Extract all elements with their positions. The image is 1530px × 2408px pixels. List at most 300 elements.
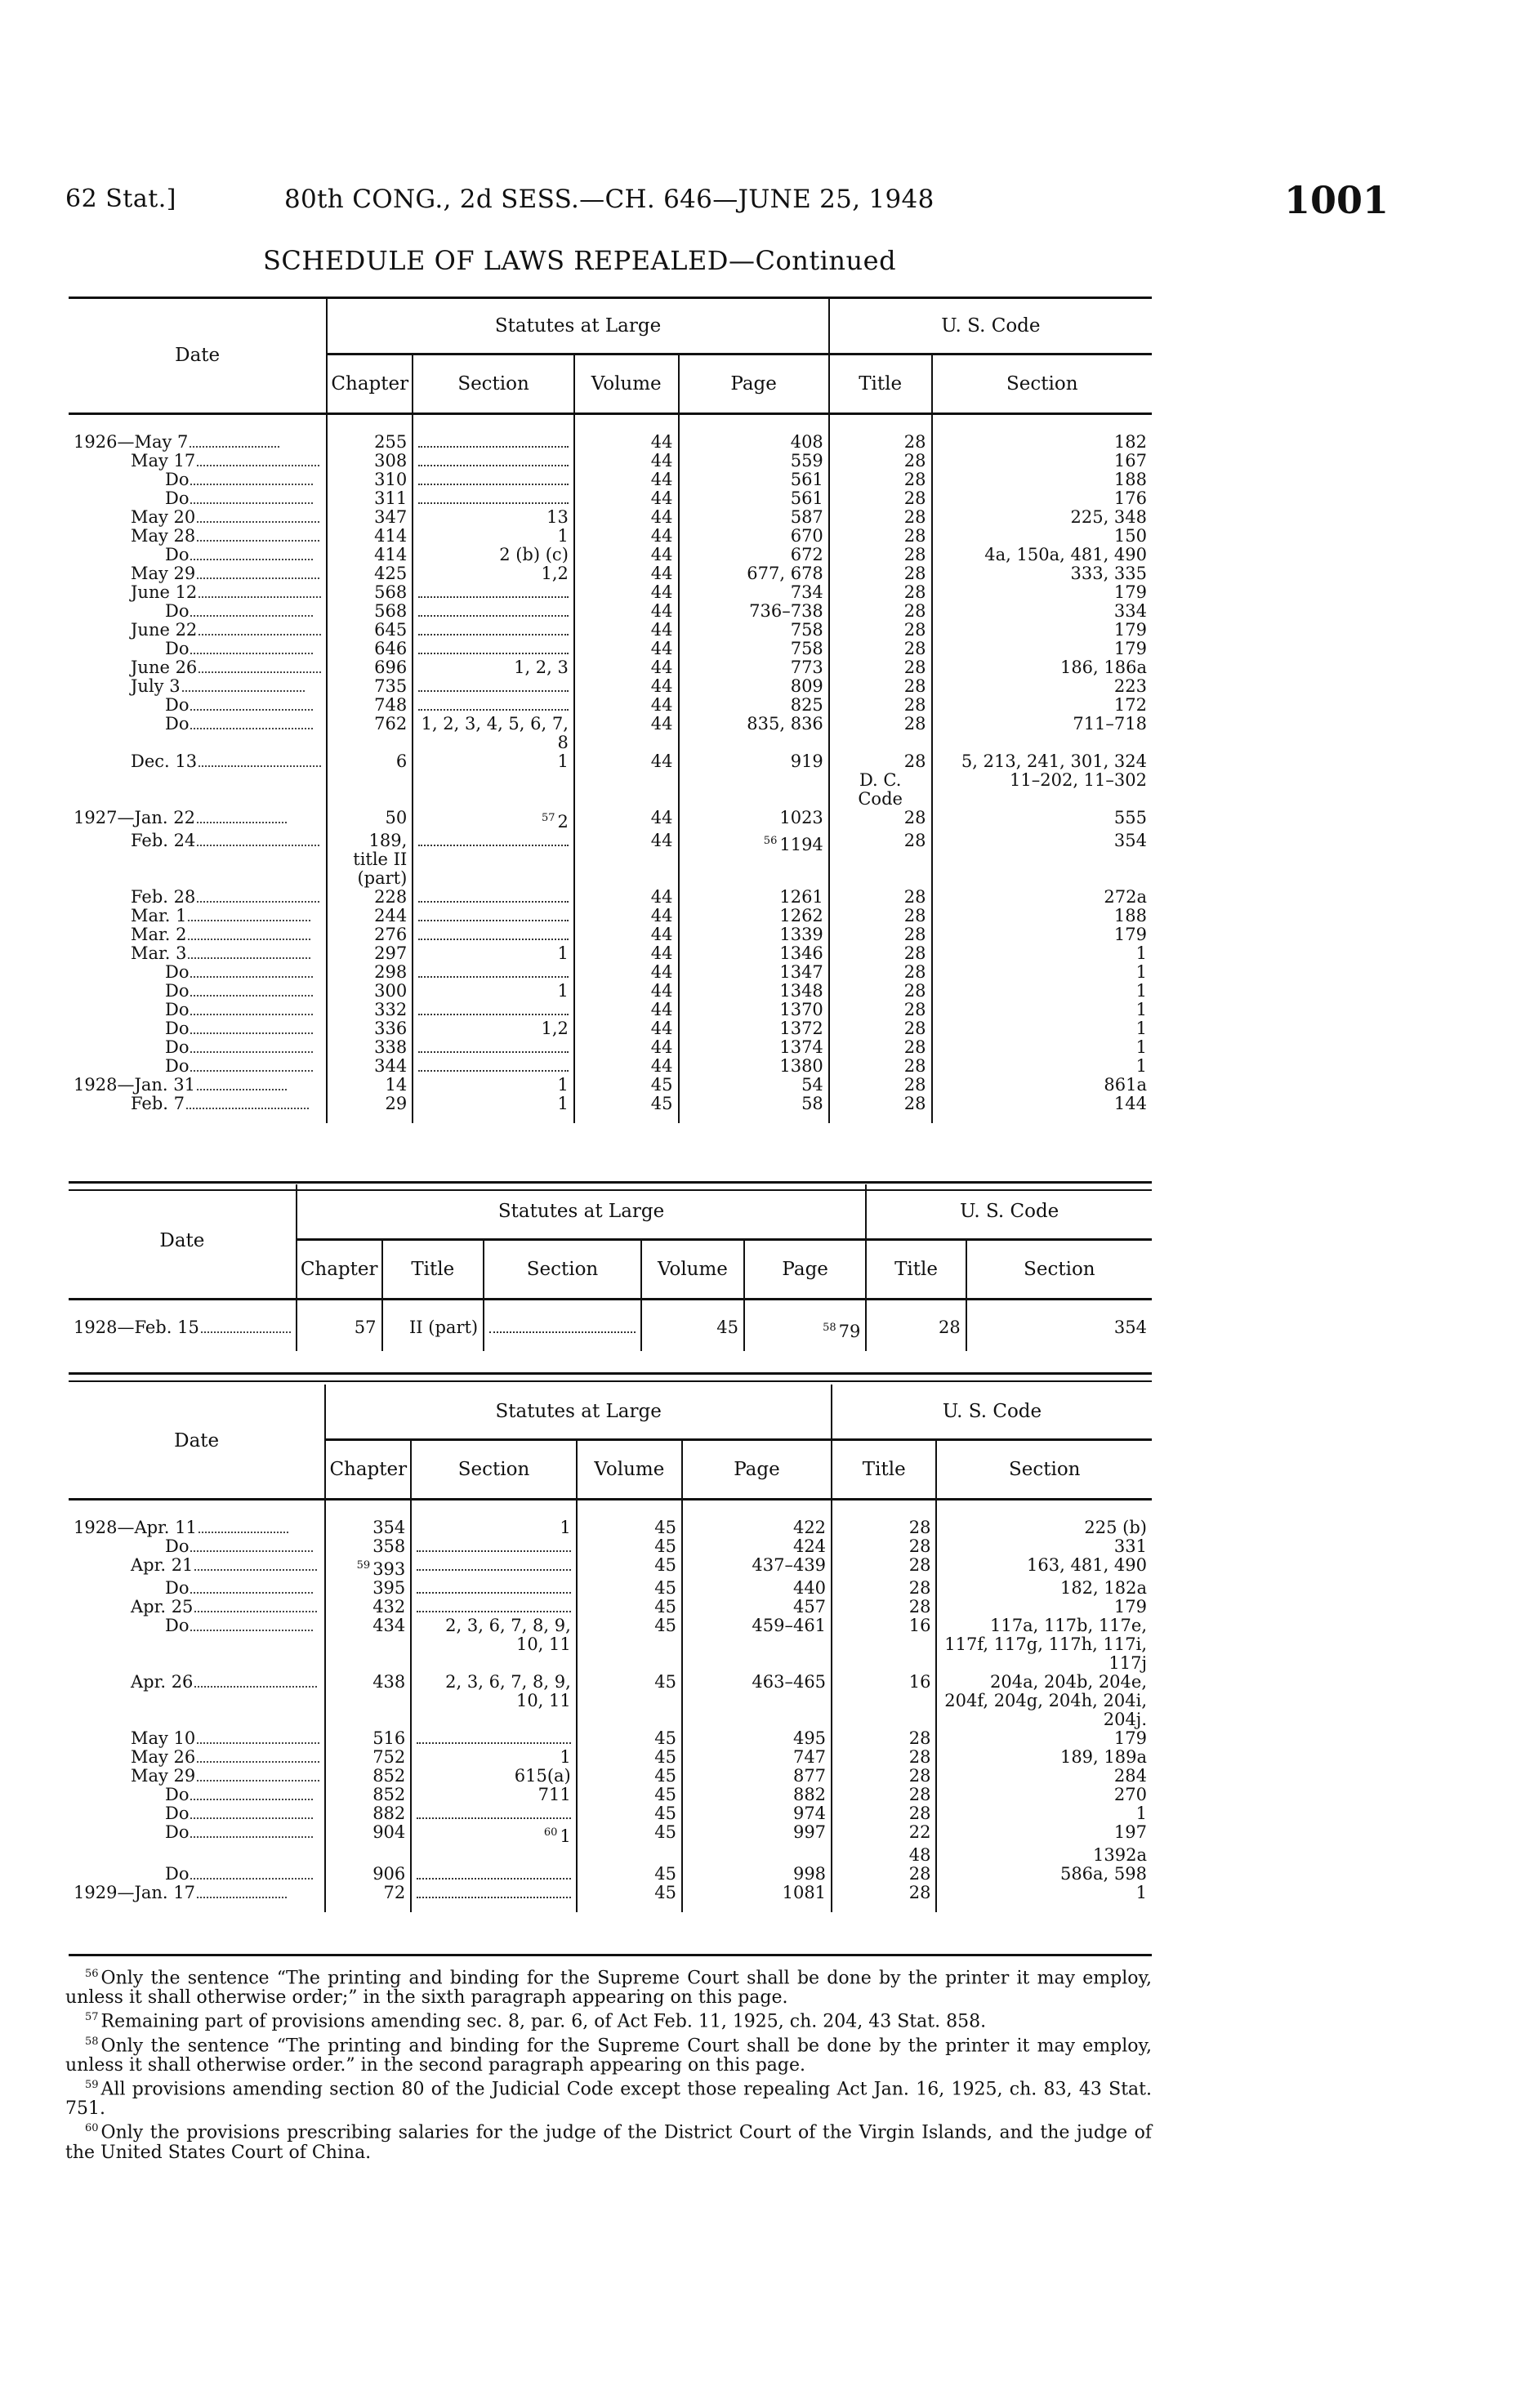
spacer-cell <box>69 1500 325 1519</box>
page-value: 408 <box>790 432 823 452</box>
dot-leader <box>197 822 287 823</box>
date-text: 1929—Jan. 17 <box>74 1883 195 1902</box>
page-cell <box>679 452 829 470</box>
code-section-cell: 586a, 598 <box>936 1865 1152 1884</box>
spacer-cell <box>69 1113 327 1123</box>
date-cell <box>69 1767 325 1786</box>
title-cell: 28 <box>866 1318 966 1341</box>
title-cell: 28 <box>829 489 932 508</box>
date-text: May 26 <box>131 1747 196 1767</box>
date-cell <box>69 564 327 583</box>
title-cell: 28 <box>829 1038 932 1057</box>
code-section-cell: 223 <box>932 677 1152 696</box>
dot-leader <box>197 465 319 466</box>
page-value: 561 <box>790 470 823 489</box>
empty-dotted-line <box>418 435 569 448</box>
dot-leader <box>190 1070 313 1072</box>
section-cell <box>413 944 574 963</box>
page-value: 1374 <box>779 1037 823 1057</box>
dot-leader <box>190 1799 313 1800</box>
date-cell <box>69 1786 325 1804</box>
title-cell: 28 <box>832 1804 936 1823</box>
empty-dotted-line <box>417 1885 570 1898</box>
table-row <box>69 489 1152 508</box>
header-page: Page <box>679 355 829 414</box>
dot-leader <box>186 1108 309 1109</box>
page-value: 79 <box>838 1322 861 1341</box>
title-cell: 28 <box>829 1057 932 1076</box>
code-section-cell: 1 <box>932 1038 1152 1057</box>
date-text: Do <box>165 1864 190 1884</box>
date-text: 1928—Apr. 11 <box>74 1518 197 1537</box>
spacer-cell <box>577 1500 682 1519</box>
page-value: 424 <box>792 1536 827 1556</box>
table-row <box>69 1598 1152 1616</box>
section-cell <box>413 1019 574 1038</box>
date-text: Do <box>165 488 190 508</box>
chapter-value: 338 <box>374 1037 408 1057</box>
chapter-value: 395 <box>372 1578 406 1598</box>
spacer-cell <box>69 414 327 434</box>
date-text: Do <box>165 470 190 489</box>
title-cell: 28 <box>829 508 932 527</box>
spacer-cell <box>682 1902 832 1912</box>
page-value: 758 <box>790 620 823 640</box>
header-date: Date <box>174 1430 220 1451</box>
section-cell <box>413 888 574 907</box>
section-cell <box>413 696 574 715</box>
section-cell <box>411 1865 576 1884</box>
dot-leader <box>190 728 313 729</box>
chapter-cell <box>327 696 413 715</box>
table-row <box>69 527 1152 546</box>
footnote-text: Only the sentence “The printing and binding for the Supreme Court shall be done by the printer it may employ, unless it shall otherwise order.” in the second paragraph appearing on this page. <box>65 2035 1152 2076</box>
table-row <box>69 1884 1152 1902</box>
section-cell <box>411 1884 576 1902</box>
dot-leader <box>190 502 313 504</box>
title-cell: 28 <box>829 982 932 1001</box>
title-cell: 28 <box>832 1865 936 1884</box>
volume-cell: 44 <box>574 715 679 752</box>
date-cell <box>69 527 327 546</box>
stat-title-cell: II (part) <box>382 1318 484 1341</box>
empty-dotted-line <box>418 1002 569 1015</box>
date-text: Mar. 1 <box>131 906 187 925</box>
date-cell <box>69 888 327 907</box>
date-cell <box>69 1865 325 1884</box>
dot-leader <box>194 1686 317 1688</box>
dot-leader <box>197 1742 319 1744</box>
title-cell: 28 <box>829 546 932 564</box>
date-cell <box>69 925 327 944</box>
volume-cell: 44 <box>574 809 679 832</box>
empty-dotted-line <box>418 491 569 504</box>
section-cell <box>484 1318 641 1341</box>
page-cell <box>682 1884 832 1902</box>
footnote-text: Remaining part of provisions amending sec. 8, par. 6, of Act Feb. 11, 1925, ch. 204, 43 Stat. 858. <box>100 2011 987 2032</box>
chapter-value: 347 <box>374 507 408 527</box>
date-cell <box>69 963 327 982</box>
page-value: 736–738 <box>749 601 823 621</box>
date-text: Do <box>165 981 190 1001</box>
code-section-cell: 1 <box>936 1804 1152 1823</box>
chapter-cell <box>327 944 413 963</box>
section-cell <box>413 771 574 809</box>
chapter-cell <box>327 832 413 888</box>
page-value: 747 <box>792 1747 827 1767</box>
dot-leader <box>198 634 321 635</box>
title-cell: 28 <box>829 752 932 771</box>
table-row <box>69 1076 1152 1095</box>
empty-dotted-line <box>418 1059 569 1072</box>
spacer-cell <box>832 1902 936 1912</box>
page-value: 758 <box>790 639 823 658</box>
page-value: 1348 <box>779 981 823 1001</box>
section-value: 615(a) <box>514 1766 571 1786</box>
page-value: 1346 <box>779 943 823 963</box>
section-value: 1 <box>560 1518 571 1537</box>
title-cell: 28 <box>829 677 932 696</box>
header-us-code: U. S. Code <box>866 1184 1152 1240</box>
header-page: Page <box>744 1240 866 1300</box>
title-cell: 28 <box>829 452 932 470</box>
spacer-cell <box>866 1341 966 1351</box>
date-cell <box>69 752 327 771</box>
footnote-number: 56 <box>85 1968 99 1980</box>
section-cell <box>411 1846 576 1865</box>
date-text: Dec. 13 <box>131 751 198 771</box>
volume-cell: 44 <box>574 564 679 583</box>
page-cell <box>679 832 829 888</box>
section-cell <box>413 470 574 489</box>
volume-cell: 44 <box>574 508 679 527</box>
chapter-cell <box>327 925 413 944</box>
footnote-ref: 57 <box>541 812 555 824</box>
chapter-cell <box>327 621 413 640</box>
section-cell <box>413 1001 574 1019</box>
spacer-cell <box>966 1300 1152 1319</box>
empty-dotted-line <box>418 927 569 940</box>
dot-leader <box>190 1817 313 1819</box>
volume-cell: 45 <box>577 1823 682 1846</box>
date-text: Do <box>165 1822 190 1842</box>
spacer-cell <box>484 1341 641 1351</box>
chapter-cell <box>297 1318 382 1341</box>
footnote <box>65 2032 1152 2076</box>
volume-cell: 44 <box>574 452 679 470</box>
code-section-cell: 188 <box>932 907 1152 925</box>
title-cell: 16 <box>832 1616 936 1673</box>
header-title: Title <box>866 1240 966 1300</box>
header-date: Date <box>175 345 221 366</box>
code-section-cell: 861a <box>932 1076 1152 1095</box>
dot-leader <box>197 1897 287 1898</box>
section-cell <box>413 1038 574 1057</box>
page-value: 809 <box>790 676 823 696</box>
code-section-cell: 179 <box>936 1598 1152 1616</box>
date-cell <box>69 907 327 925</box>
date-text: Do <box>165 695 190 715</box>
chapter-cell <box>325 1846 411 1865</box>
header-section: Section <box>484 1240 641 1300</box>
section-value: 2 <box>557 812 569 832</box>
header-chapter: Chapter <box>325 1440 411 1500</box>
page-cell <box>682 1846 832 1865</box>
spacer-cell <box>966 1341 1152 1351</box>
code-section-cell: 1 <box>932 1019 1152 1038</box>
header-us-code: U. S. Code <box>832 1385 1152 1440</box>
volume-cell: 44 <box>574 1019 679 1038</box>
empty-dotted-line <box>418 890 569 903</box>
page-value: 670 <box>790 526 823 546</box>
page-cell <box>679 583 829 602</box>
code-section-cell: 144 <box>932 1095 1152 1113</box>
title-cell: 28 <box>832 1748 936 1767</box>
page-cell <box>682 1823 832 1846</box>
page-cell <box>679 715 829 752</box>
date-cell <box>69 1846 325 1865</box>
chapter-value: 516 <box>372 1728 406 1748</box>
spacer-cell <box>382 1300 484 1319</box>
dot-leader <box>190 559 313 560</box>
code-section-cell: 186, 186a <box>932 658 1152 677</box>
chapter-value: 852 <box>372 1785 406 1804</box>
chapter-value: 432 <box>372 1597 406 1616</box>
section-value: 2 (b) (c) <box>499 545 569 564</box>
section-cell <box>411 1729 576 1748</box>
title-cell: 28 <box>832 1579 936 1598</box>
date-text: Apr. 25 <box>131 1597 194 1616</box>
chapter-cell <box>325 1518 411 1537</box>
code-section-cell: 334 <box>932 602 1152 621</box>
volume-cell: 44 <box>574 944 679 963</box>
code-section-cell: 1 <box>932 1001 1152 1019</box>
table-row <box>69 1057 1152 1076</box>
dot-leader <box>198 596 321 598</box>
header-section: Section <box>411 1440 576 1500</box>
date-text: May 10 <box>131 1728 196 1748</box>
volume-cell: 44 <box>574 982 679 1001</box>
dot-leader <box>190 615 313 617</box>
date-text: Do <box>165 1616 190 1635</box>
page-value: 54 <box>801 1075 823 1095</box>
title-cell: 28 <box>832 1537 936 1556</box>
section-value: 1 <box>557 943 569 963</box>
page-cell <box>679 470 829 489</box>
footnote-text: Only the provisions prescribing salaries for the judge of the District Court of the Virgin Islands, and the judge of the United States Court of China. <box>65 2122 1152 2163</box>
dot-leader <box>190 1014 313 1015</box>
chapter-cell <box>325 1786 411 1804</box>
page-value: 559 <box>790 451 823 470</box>
chapter-cell <box>327 433 413 452</box>
page-value: 457 <box>792 1597 827 1616</box>
volume-cell: 45 <box>577 1865 682 1884</box>
page-cell <box>679 433 829 452</box>
dot-leader <box>190 1630 313 1631</box>
volume-cell: 44 <box>574 832 679 888</box>
table-row <box>69 658 1152 677</box>
code-section-cell: 555 <box>932 809 1152 832</box>
empty-dotted-line <box>418 679 569 692</box>
schedule-title: SCHEDULE OF LAWS REPEALED—Continued <box>263 245 897 276</box>
section-cell <box>413 621 574 640</box>
code-section-cell: 270 <box>936 1786 1152 1804</box>
date-cell <box>69 1038 327 1057</box>
section-cell <box>411 1767 576 1786</box>
chapter-value: 6 <box>395 751 408 771</box>
page-value: 437–439 <box>752 1555 827 1575</box>
header-statutes-at-large: Statutes at Large <box>297 1184 867 1240</box>
table-end-rule <box>69 1954 1152 1956</box>
page-cell <box>679 696 829 715</box>
volume-cell: 45 <box>577 1804 682 1823</box>
footnote-ref: 56 <box>763 835 778 847</box>
chapter-cell <box>327 715 413 752</box>
code-section-cell: 1392a <box>936 1846 1152 1865</box>
title-cell: 28 <box>832 1518 936 1537</box>
header-section: Section <box>413 355 574 414</box>
page-cell <box>679 1076 829 1095</box>
volume-cell: 44 <box>574 1001 679 1019</box>
spacer-cell <box>69 1902 325 1912</box>
page-value: 495 <box>792 1728 827 1748</box>
page-value: 998 <box>792 1864 827 1884</box>
chapter-cell <box>327 809 413 832</box>
chapter-value: 228 <box>374 887 408 907</box>
chapter-value: 50 <box>385 808 408 827</box>
code-section-cell: 1 <box>932 944 1152 963</box>
title-cell: 28 <box>829 564 932 583</box>
date-text: Do <box>165 1536 190 1556</box>
code-section-cell: 204a, 204b, 204e, 204f, 204g, 204h, 204i, 204j. <box>936 1673 1152 1729</box>
section-cell <box>413 1076 574 1095</box>
table-row <box>69 1518 1152 1537</box>
chapter-value: 276 <box>374 925 408 944</box>
page-cell <box>679 907 829 925</box>
title-cell: 28 <box>829 583 932 602</box>
chapter-value: 311 <box>374 488 408 508</box>
chapter-cell <box>327 640 413 658</box>
section-cell <box>413 583 574 602</box>
running-header <box>65 178 1389 222</box>
dot-leader <box>188 957 310 959</box>
table-row <box>69 470 1152 489</box>
table-row <box>69 1767 1152 1786</box>
chapter-value: 852 <box>372 1766 406 1786</box>
chapter-cell <box>325 1729 411 1748</box>
section-cell <box>411 1748 576 1767</box>
volume-cell: 45 <box>577 1673 682 1729</box>
section-cell <box>413 809 574 832</box>
section-cell <box>411 1804 576 1823</box>
page-cell <box>682 1616 832 1673</box>
section-value: 1 <box>557 526 569 546</box>
chapter-value: 297 <box>374 943 408 963</box>
code-section-cell: 11–202, 11–302 <box>932 771 1152 809</box>
dot-leader <box>198 671 321 673</box>
volume-cell: 45 <box>641 1318 744 1341</box>
volume-cell: 45 <box>577 1616 682 1673</box>
header-statutes-at-large: Statutes at Large <box>327 298 829 355</box>
spacer-cell <box>744 1341 866 1351</box>
date-cell <box>69 1616 325 1673</box>
code-section-cell: 272a <box>932 888 1152 907</box>
chapter-cell <box>327 1001 413 1019</box>
chapter-cell <box>327 546 413 564</box>
date-cell <box>69 640 327 658</box>
page-cell <box>679 546 829 564</box>
page-cell <box>679 1095 829 1113</box>
section-cell <box>411 1673 576 1729</box>
date-cell <box>69 982 327 1001</box>
date-cell <box>69 1673 325 1729</box>
section-cell <box>411 1537 576 1556</box>
dot-leader <box>190 976 313 978</box>
page-cell <box>679 508 829 527</box>
empty-dotted-line <box>418 622 569 635</box>
table-row <box>69 1095 1152 1113</box>
code-section-cell: 4a, 150a, 481, 490 <box>932 546 1152 564</box>
table-row <box>69 771 1152 809</box>
footnote-number: 57 <box>85 2011 99 2024</box>
page-cell <box>679 489 829 508</box>
table-row <box>69 925 1152 944</box>
code-section-cell: 179 <box>932 640 1152 658</box>
code-section-cell: 117a, 117b, 117e, 117f, 117g, 117h, 117i, 117j <box>936 1616 1152 1673</box>
volume-cell: 44 <box>574 1057 679 1076</box>
table-row <box>69 1318 1152 1341</box>
chapter-cell <box>325 1598 411 1616</box>
chapter-cell <box>327 677 413 696</box>
date-cell <box>69 1537 325 1556</box>
date-text: July 3 <box>131 676 181 696</box>
page-cell <box>679 1001 829 1019</box>
page-cell <box>682 1556 832 1579</box>
chapter-cell <box>327 907 413 925</box>
table-row <box>69 715 1152 752</box>
dot-leader <box>182 690 305 692</box>
table-row <box>69 1673 1152 1729</box>
page-cell <box>682 1865 832 1884</box>
volume-cell: 45 <box>577 1537 682 1556</box>
section-cell <box>413 508 574 527</box>
header-statutes-at-large: Statutes at Large <box>325 1385 832 1440</box>
code-section-cell: 1 <box>932 1057 1152 1076</box>
dot-leader <box>197 1761 319 1763</box>
dot-leader <box>194 1569 317 1571</box>
title-cell: 28 <box>829 1001 932 1019</box>
dot-leader <box>197 577 319 579</box>
spacer-cell <box>297 1300 382 1319</box>
volume-cell: 45 <box>577 1767 682 1786</box>
chapter-cell <box>327 583 413 602</box>
title-cell: 28 <box>829 658 932 677</box>
volume-cell <box>574 771 679 809</box>
date-cell <box>69 1518 325 1537</box>
footnote-number: 59 <box>85 2078 99 2091</box>
volume-cell: 44 <box>574 1038 679 1057</box>
section-value: 1 <box>560 1747 571 1767</box>
spacer-cell <box>484 1300 641 1319</box>
section-cell <box>413 452 574 470</box>
empty-dotted-line <box>418 833 569 846</box>
chapter-value: 255 <box>374 432 408 452</box>
chapter-value: 752 <box>372 1747 406 1767</box>
chapter-cell <box>327 982 413 1001</box>
page-value: 997 <box>792 1822 827 1842</box>
page-cell <box>679 602 829 621</box>
title-cell: 28 <box>829 640 932 658</box>
